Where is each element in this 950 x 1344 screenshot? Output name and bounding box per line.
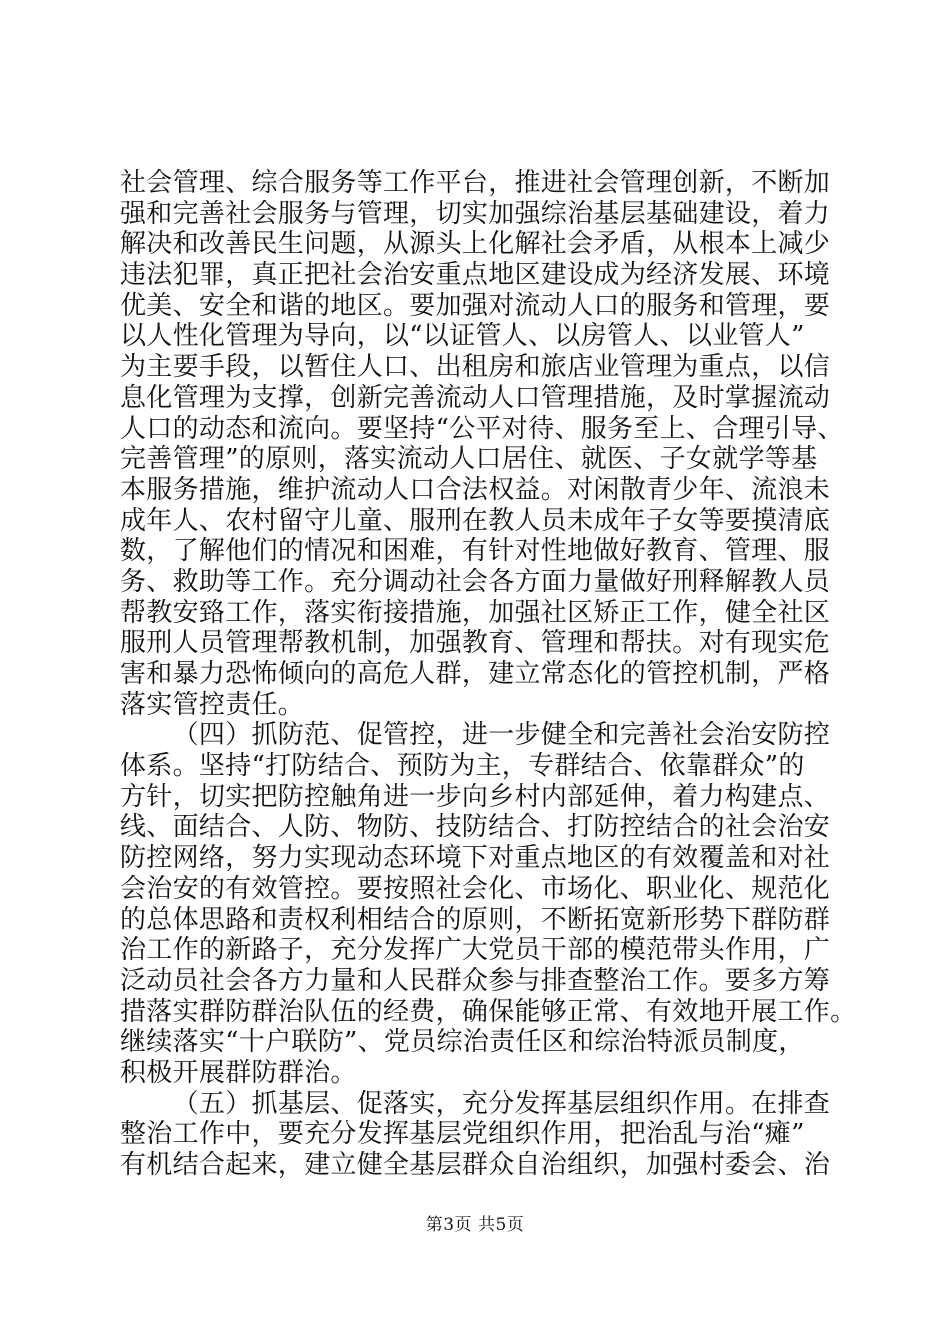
text-line: 成年人、农村留守儿童、服刑在教人员未成年子女等要摸清底	[120, 505, 831, 536]
text-line: 治工作的新路子，充分发挥广大党员干部的模范带头作用，广	[120, 935, 831, 966]
text-line: 务、救助等工作。充分调动社会各方面力量做好刑释解教人员	[120, 566, 831, 597]
text-line: 息化管理为支撑，创新完善流动人口管理措施，及时掌握流动	[120, 382, 831, 413]
page-number-footer: 第3页 共5页	[425, 1215, 525, 1235]
section-heading-line: （四）抓防范、促管控，进一步健全和完善社会治安防控	[172, 720, 831, 751]
paragraph-social-management	[120, 168, 860, 720]
section-heading-line: （五）抓基层、促落实，充分发挥基层组织作用。在排查	[172, 1088, 831, 1119]
text-line: 措落实群防群治队伍的经费，确保能够正常、有效地开展工作。	[120, 996, 857, 1027]
text-line: 继续落实“十户联防”、党员综治责任区和综治特派员制度，	[120, 1027, 805, 1058]
document-body	[120, 168, 860, 1181]
text-line: 解决和改善民生问题，从源头上化解社会矛盾，从根本上减少	[120, 229, 831, 260]
paragraph-section-five	[120, 1089, 860, 1181]
text-line: 优美、安全和谐的地区。要加强对流动人口的服务和管理，要	[120, 290, 831, 321]
text-line: 防控网络，努力实现动态环境下对重点地区的有效覆盖和对社	[120, 843, 831, 874]
text-line: 本服务措施，维护流动人口合法权益。对闲散青少年、流浪未	[120, 474, 831, 505]
text-line: 的总体思路和责权利相结合的原则，不断拓宽新形势下群防群	[120, 904, 831, 935]
text-line: 完善管理”的原则，落实流动人口居住、就医、子女就学等基	[120, 444, 818, 475]
text-line: 人口的动态和流向。要坚持“公平对待、服务至上、合理引导、	[120, 413, 844, 444]
text-line: 以人性化管理为导向，以“以证管人、以房管人、以业管人”	[120, 321, 805, 352]
text-line: 为主要手段，以暂住人口、出租房和旅店业管理为重点，以信	[120, 352, 831, 383]
text-line: 整治工作中，要充分发挥基层党组织作用，把治乱与治“瘫”	[120, 1119, 805, 1150]
text-line: 泛动员社会各方力量和人民群众参与排查整治工作。要多方筹	[120, 965, 831, 996]
text-line: 方针，切实把防控触角进一步向乡村内部延伸，着力构建点、	[120, 781, 831, 812]
text-line: 帮教安臵工作，落实衔接措施，加强社区矫正工作，健全社区	[120, 597, 831, 628]
text-line: 社会管理、综合服务等工作平台，推进社会管理创新，不断加	[120, 168, 831, 198]
text-line: 违法犯罪，真正把社会治安重点地区建设成为经济发展、环境	[120, 260, 831, 291]
text-line: 体系。坚持“打防结合、预防为主，专群结合、依靠群众”的	[120, 751, 805, 782]
text-line: 线、面结合、人防、物防、技防结合、打防控结合的社会治安	[120, 812, 831, 843]
text-line: 服刑人员管理帮教机制，加强教育、管理和帮扶。对有现实危	[120, 628, 831, 659]
text-line: 落实管控责任。	[120, 689, 305, 720]
text-line: 强和完善社会服务与管理，切实加强综治基层基础建设，着力	[120, 198, 831, 229]
text-line: 数，了解他们的情况和困难，有针对性地做好教育、管理、服	[120, 536, 831, 567]
text-line: 有机结合起来，建立健全基层群众自治组织，加强村委会、治	[120, 1150, 831, 1180]
text-line: 积极开展群防群治。	[120, 1057, 357, 1088]
paragraph-section-four	[120, 720, 860, 1088]
text-line: 会治安的有效管控。要按照社会化、市场化、职业化、规范化	[120, 873, 831, 904]
text-line: 害和暴力恐怖倾向的高危人群，建立常态化的管控机制，严格	[120, 659, 831, 689]
